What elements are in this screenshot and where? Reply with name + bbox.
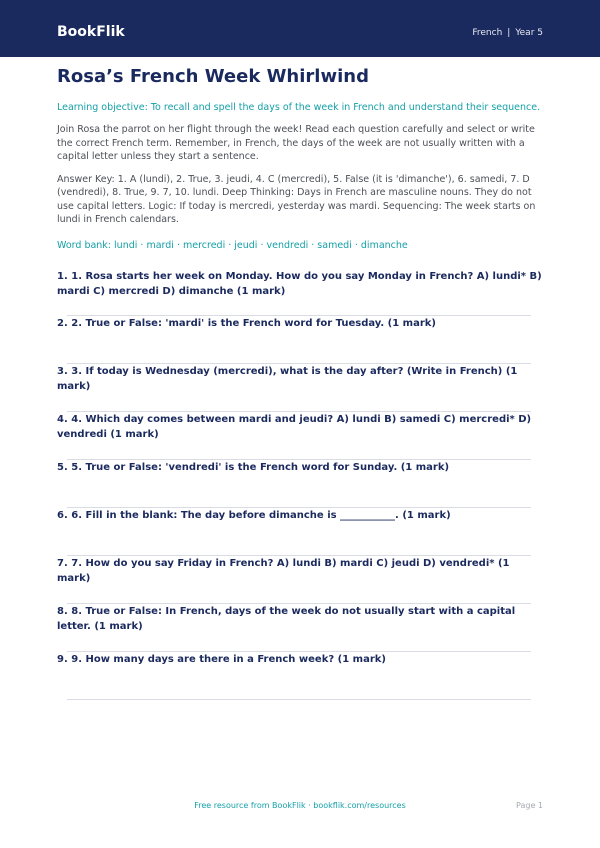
header-meta xyxy=(472,27,543,39)
question-item xyxy=(57,460,543,508)
question-item xyxy=(57,508,543,556)
question-text: 6. 6. Fill in the blank: The day before dimanche is ___________. (1 mark) xyxy=(57,509,451,521)
answer-line[interactable] xyxy=(67,699,531,700)
question-list xyxy=(57,269,543,700)
question-item xyxy=(57,604,543,652)
question-item xyxy=(57,316,543,364)
question-item xyxy=(57,652,543,700)
question-item xyxy=(57,269,543,316)
header-separator: | xyxy=(507,28,511,38)
question-text: 5. 5. True or False: 'vendredi' is the French word for Sunday. (1 mark) xyxy=(57,461,450,473)
question-text: 7. 7. How do you say Friday in French? A) lundi B) mardi C) jeudi D) vendredi* (1 mark) xyxy=(57,557,510,584)
question-text: 4. 4. Which day comes between mardi and jeudi? A) lundi B) samedi C) mercredi* D) vendredi (1 mark) xyxy=(57,413,532,440)
question-text: 1. 1. Rosa starts her week on Monday. How do you say Monday in French? A) lundi* B) mardi C) mercredi D) dimanche (1 mark) xyxy=(57,270,542,297)
page-title: Rosa’s French Week Whirlwind xyxy=(57,66,369,87)
question-text: 8. 8. True or False: In French, days of the week do not usually start with a capital letter. (1 mark) xyxy=(57,605,516,632)
question-text: 3. 3. If today is Wednesday (mercredi), what is the day after? (Write in French) (1 mark) xyxy=(57,365,518,392)
question-item xyxy=(57,556,543,604)
subject-label: French xyxy=(472,28,503,38)
brand-logo: BookFlik xyxy=(57,24,125,40)
word-bank: Word bank: lundi · mardi · mercredi · jeudi · vendredi · samedi · dimanche xyxy=(57,239,408,251)
answer-key: Answer Key: 1. A (lundi), 2. True, 3. jeudi, 4. C (mercredi), 5. False (it is 'dimanche'), 6. samedi, 7. D (vendredi), 8. True, 9. 7, 10. lundi. Deep Thinking: Days in French are masculine nouns. They do not use capital letters. Logic: If today is mercredi, yesterday was mardi. Sequencing: The week starts on lundi in French calendars. xyxy=(57,173,536,225)
header-bar xyxy=(0,0,600,57)
intro-paragraph: Join Rosa the parrot on her flight through the week! Read each question carefully and select or write the correct French term. Remember, in French, the days of the week are not usually written with a capital letter unless they start a sentence. xyxy=(57,124,535,162)
question-text: 2. 2. True or False: 'mardi' is the French word for Tuesday. (1 mark) xyxy=(57,317,436,329)
learning-objective: Learning objective: To recall and spell the days of the week in French and understand their sequence. xyxy=(57,102,541,113)
question-text: 9. 9. How many days are there in a French week? (1 mark) xyxy=(57,653,386,665)
question-item xyxy=(57,412,543,460)
footer-credit: Free resource from BookFlik · bookflik.com/resources xyxy=(194,801,406,810)
page-number: Page 1 xyxy=(516,801,543,810)
year-label: Year 5 xyxy=(515,28,543,38)
question-item xyxy=(57,364,543,412)
worksheet-content xyxy=(57,65,543,700)
